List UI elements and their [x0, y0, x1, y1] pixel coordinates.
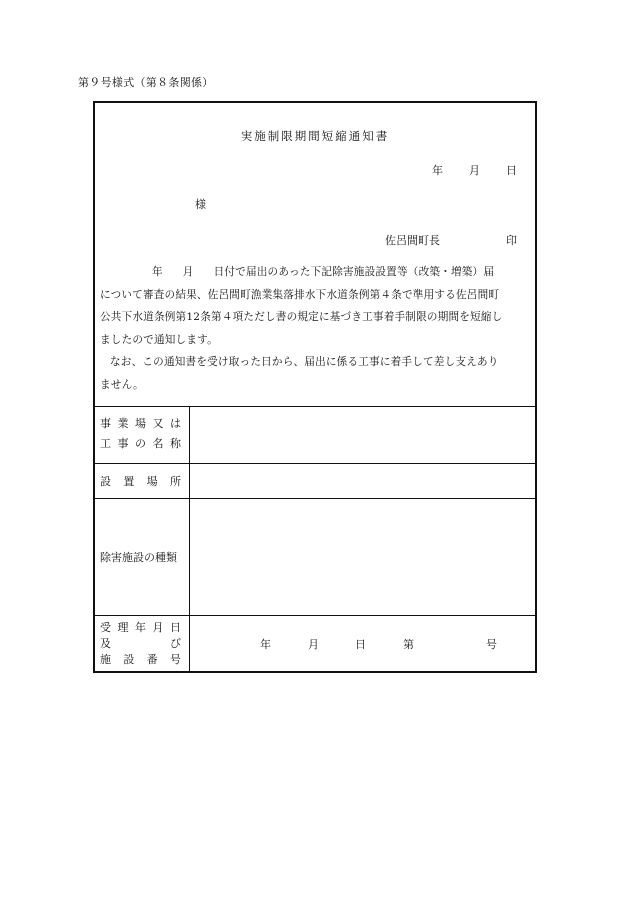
fields-table — [95, 406, 535, 673]
location-label: 設 置 場 所 — [95, 463, 190, 498]
body-line-5: なお、この通知書を受け取った日から、届出に係る工事に着手して差し支えあり — [110, 356, 499, 369]
field-row-receipt — [95, 615, 535, 673]
sender-name: 佐呂間町長 — [385, 234, 440, 247]
body-line-6: ません。 — [100, 378, 144, 391]
receipt-day: 日 — [355, 638, 366, 652]
notice-body — [100, 261, 530, 397]
body-line-3: 公共下水道条例第12条第４項ただし書の規定に基づき工事着手制限の期間を短縮し — [100, 311, 503, 324]
addressee: 様 — [195, 198, 206, 211]
facility-type-field[interactable] — [190, 498, 536, 615]
notice-form — [93, 101, 537, 673]
field-row-location — [95, 463, 535, 498]
field-row-facility-name — [95, 406, 535, 463]
receipt-label: 受 理 年 月 日 及 び 施 設 番 号 — [95, 615, 190, 673]
sender — [385, 232, 517, 248]
facility-name-label: 事 業 場 又 は 工 事 の 名 称 — [95, 406, 190, 463]
receipt-month: 月 — [308, 638, 319, 652]
field-row-facility-type — [95, 498, 535, 615]
form-number: 第９号様式（第８条関係） — [78, 76, 214, 89]
document-title: 実施制限期間短縮通知書 — [240, 129, 390, 143]
date-year: 年 — [432, 164, 443, 177]
receipt-number-suffix: 号 — [486, 638, 497, 652]
receipt-number-prefix: 第 — [403, 638, 414, 652]
date-month: 月 — [469, 164, 480, 177]
receipt-field[interactable] — [190, 615, 536, 673]
facility-name-field[interactable] — [190, 406, 536, 463]
facility-type-label: 除害施設の種類 — [95, 498, 190, 615]
notice-header-section — [95, 103, 535, 407]
body-line-4: ましたので通知します。 — [100, 333, 218, 346]
body-line-2: について審査の結果、佐呂間町漁業集落排水下水道条例第４条で準用する佐呂間町 — [100, 288, 500, 301]
body-line-1: 年 月 日付で届出のあった下記除害施設設置等（改築・増築）届 — [152, 266, 495, 278]
date-day: 日 — [506, 164, 517, 177]
issue-date — [432, 162, 517, 178]
location-field[interactable] — [190, 463, 536, 498]
seal-mark: 印 — [506, 234, 517, 247]
receipt-year: 年 — [260, 638, 271, 652]
